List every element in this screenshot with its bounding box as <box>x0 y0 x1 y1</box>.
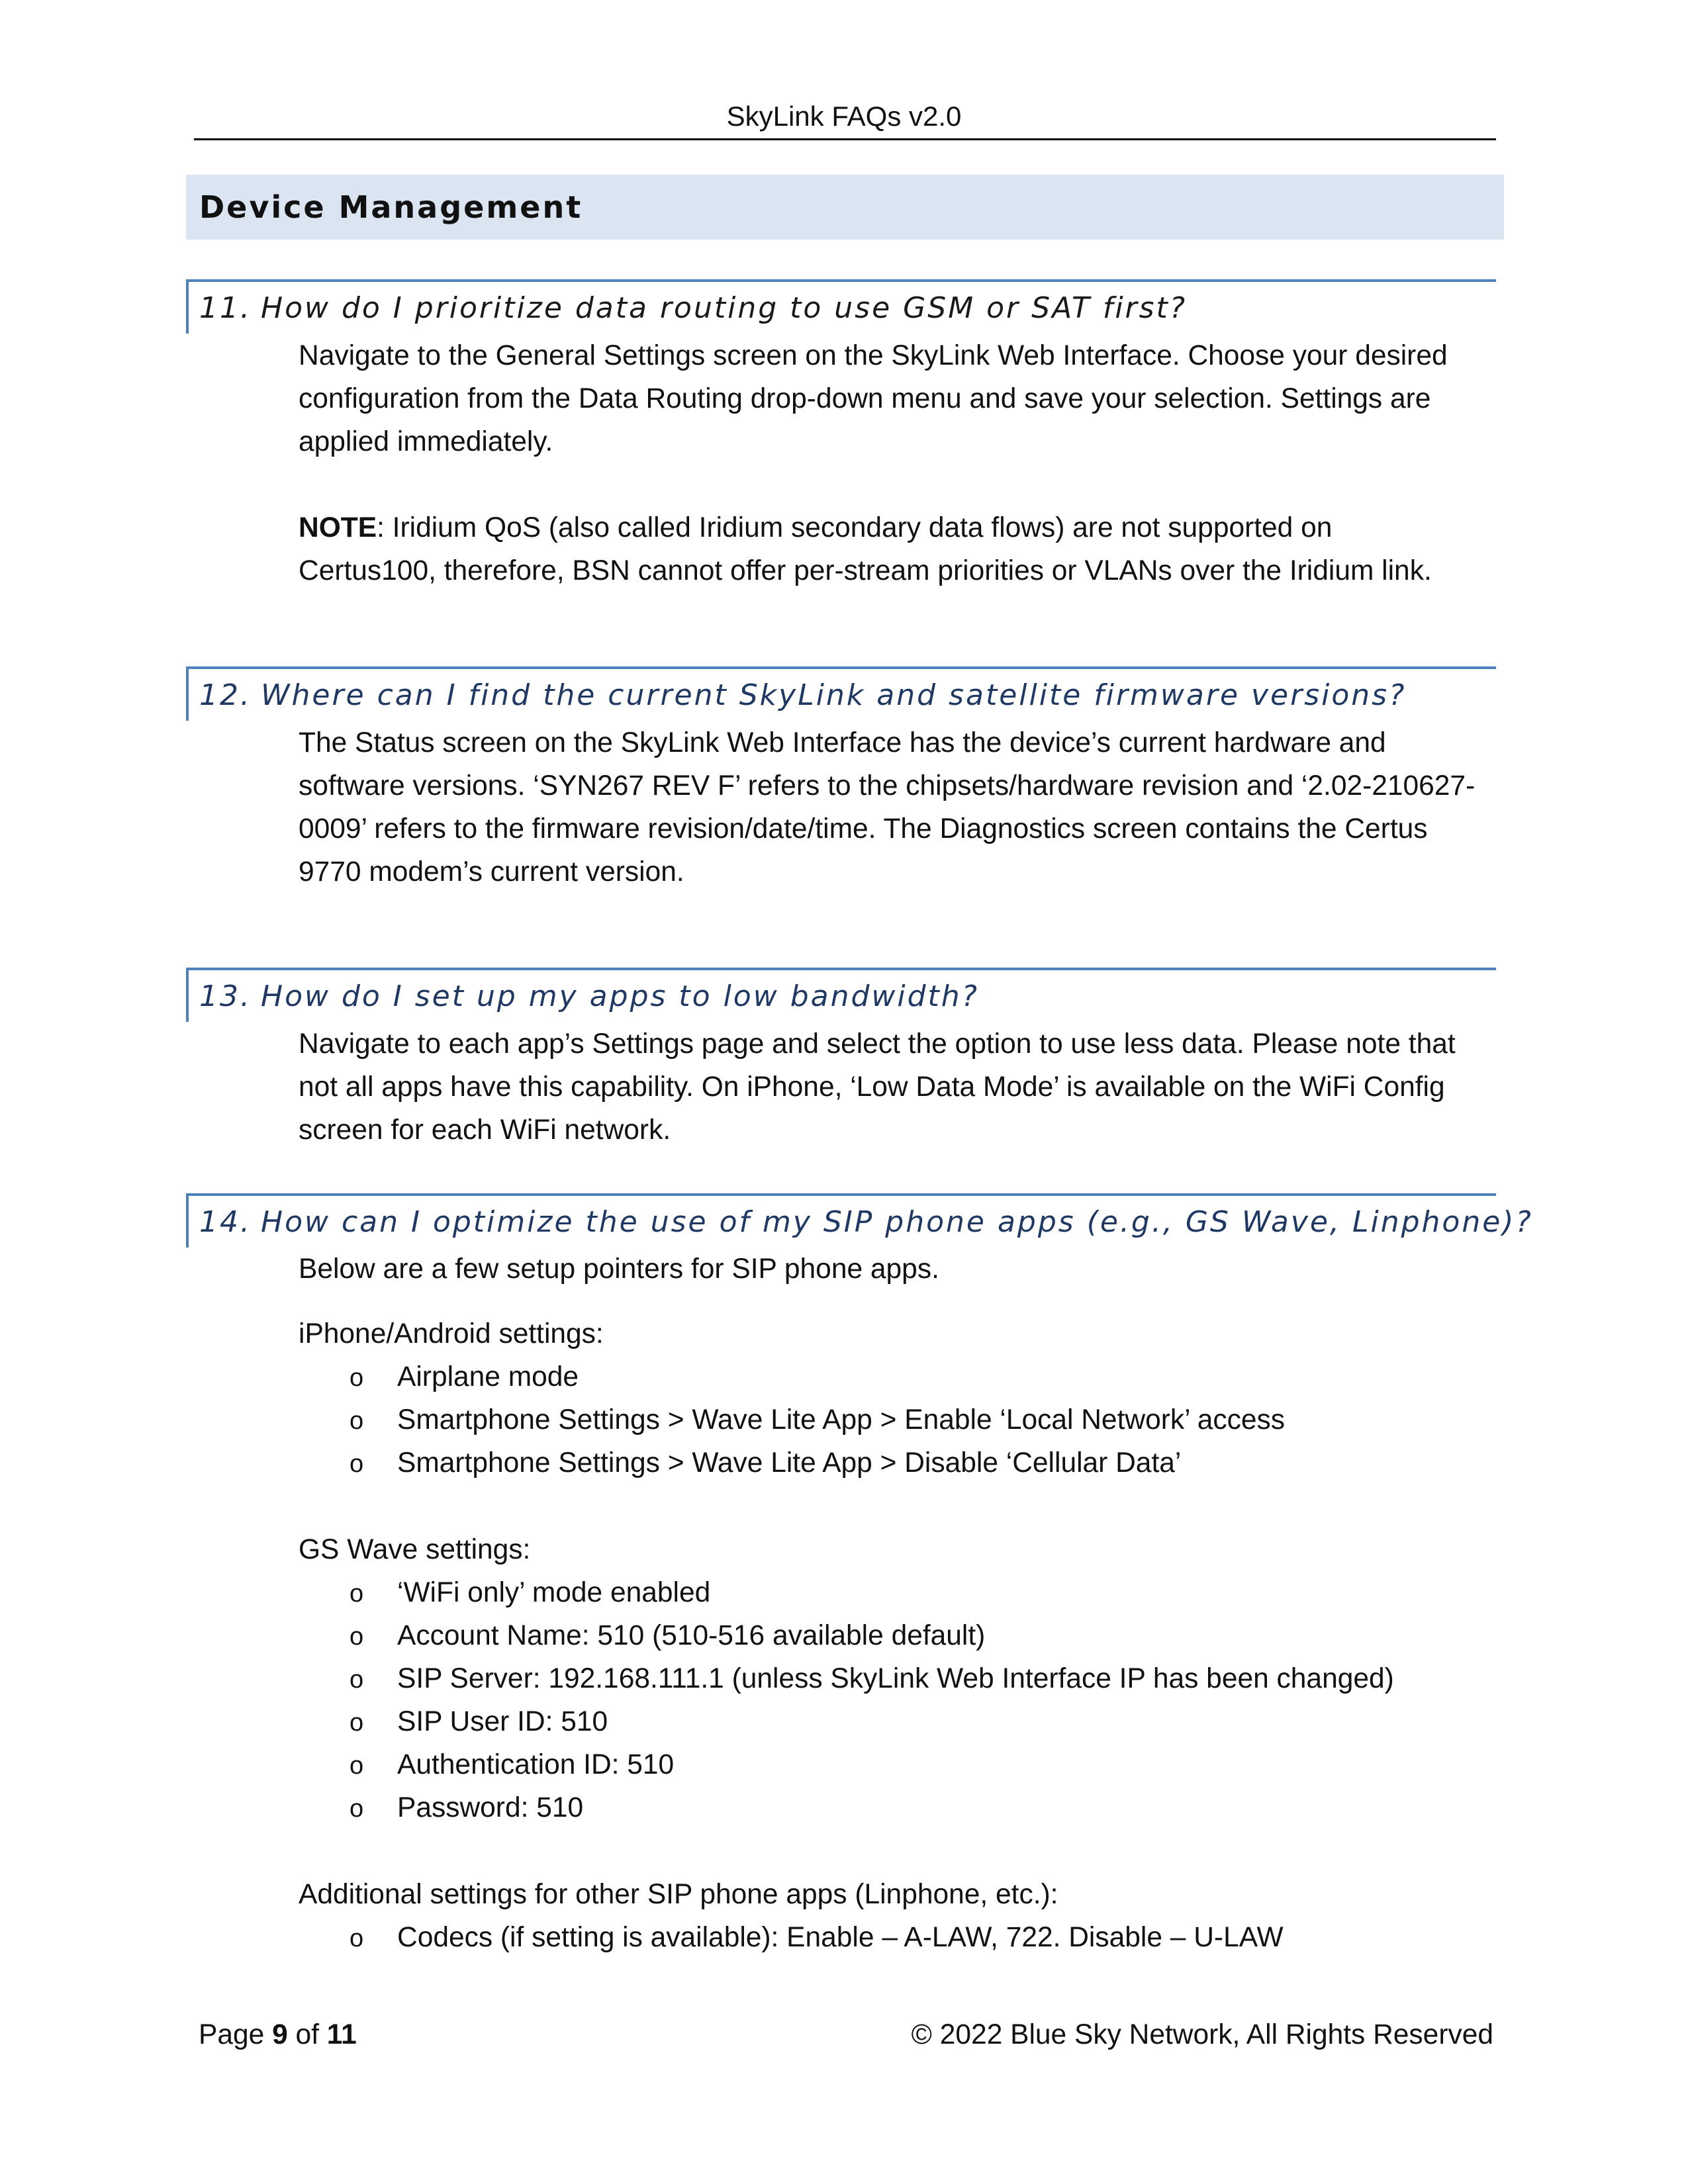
header-rule <box>194 138 1496 140</box>
list-item-text: ‘WiFi only’ mode enabled <box>397 1577 711 1608</box>
note-line: : Iridium QoS (also called Iridium secondary data flows) are not supported on <box>377 512 1333 543</box>
list-item <box>350 1657 1394 1702</box>
section-heading-band <box>186 175 1504 240</box>
answer-line: Navigate to the General Settings screen on the SkyLink Web Interface. Choose your desired <box>299 340 1448 371</box>
answer-line: applied immediately. <box>299 426 553 457</box>
bullet-icon: o <box>350 1407 364 1435</box>
answer-line: not all apps have this capability. On iPhone, ‘Low Data Mode’ is available on the WiFi Config <box>299 1071 1445 1103</box>
question-rule <box>186 666 1496 669</box>
settings-group-heading: iPhone/Android settings: <box>299 1318 604 1349</box>
question-rule-left <box>186 666 189 721</box>
note-11 <box>299 506 1490 592</box>
question-heading <box>199 977 979 1017</box>
answer-line: 9770 modem’s current version. <box>299 856 684 887</box>
list-item <box>350 1916 1284 1960</box>
question-number: 12. <box>199 678 252 712</box>
list-item-text: Smartphone Settings > Wave Lite App > Disable ‘Cellular Data’ <box>397 1447 1182 1479</box>
question-heading <box>199 1203 1533 1242</box>
answer-line: software versions. ‘SYN267 REV F’ refers to the chipsets/hardware revision and ‘2.02-210627- <box>299 770 1476 801</box>
bullet-icon: o <box>350 1925 364 1952</box>
question-text: How do I prioritize data routing to use GSM or SAT first? <box>260 291 1188 325</box>
list-item-text: Authentication ID: 510 <box>397 1749 675 1780</box>
list-item <box>350 1743 674 1788</box>
page-of: of <box>295 2019 319 2050</box>
question-rule-left <box>186 968 189 1022</box>
list-item-text: Smartphone Settings > Wave Lite App > Enable ‘Local Network’ access <box>397 1404 1286 1435</box>
question-rule <box>186 1193 1496 1196</box>
answer-line: Navigate to each app’s Settings page and select the option to use less data. Please note that <box>299 1028 1456 1060</box>
list-item-text: Airplane mode <box>397 1361 579 1392</box>
question-number: 14. <box>199 1205 252 1239</box>
answer-11 <box>299 334 1490 463</box>
list-item-text: SIP Server: 192.168.111.1 (unless SkyLink Web Interface IP has been changed) <box>397 1663 1394 1694</box>
bullet-icon: o <box>350 1666 364 1694</box>
question-text: How do I set up my apps to low bandwidth? <box>260 979 980 1013</box>
list-item <box>350 1355 579 1400</box>
list-item <box>350 1571 710 1615</box>
running-header-title: SkyLink FAQs v2.0 <box>726 101 962 132</box>
question-heading <box>199 289 1187 328</box>
list-item <box>350 1786 583 1831</box>
page-prefix: Page <box>199 2019 265 2050</box>
bullet-icon: o <box>350 1709 364 1737</box>
copyright-notice: © 2022 Blue Sky Network, All Rights Reserved <box>911 2019 1493 2050</box>
question-text: How can I optimize the use of my SIP phone apps (e.g., GS Wave, Linphone)? <box>260 1205 1533 1239</box>
settings-group-heading: Additional settings for other SIP phone apps (Linphone, etc.): <box>299 1879 1058 1910</box>
question-rule <box>186 279 1496 282</box>
bullet-icon: o <box>350 1580 364 1608</box>
question-rule <box>186 968 1496 970</box>
list-item-text: SIP User ID: 510 <box>397 1706 608 1737</box>
page-current: 9 <box>272 2019 288 2050</box>
list-item-text: Codecs (if setting is available): Enable – A-LAW, 722. Disable – U-LAW <box>397 1922 1284 1953</box>
list-item <box>350 1441 1181 1486</box>
bullet-icon: o <box>350 1752 364 1780</box>
list-item <box>350 1398 1285 1443</box>
bullet-icon: o <box>350 1364 364 1392</box>
question-number: 11. <box>199 291 252 325</box>
question-heading <box>199 676 1406 715</box>
page-total: 11 <box>326 2019 357 2050</box>
settings-group-heading: GS Wave settings: <box>299 1534 531 1565</box>
answer-line: configuration from the Data Routing drop-down menu and save your selection. Settings are <box>299 383 1431 414</box>
list-item-text: Account Name: 510 (510-516 available default) <box>397 1620 986 1651</box>
list-item-text: Password: 510 <box>397 1792 584 1823</box>
bullet-icon: o <box>350 1450 364 1478</box>
answer-intro: Below are a few setup pointers for SIP phone apps. <box>299 1253 939 1285</box>
page-number <box>199 2015 357 2055</box>
section-heading: Device Management <box>199 189 583 225</box>
note-line: Certus100, therefore, BSN cannot offer per-stream priorities or VLANs over the Iridium link. <box>299 555 1432 586</box>
question-number: 13. <box>199 979 252 1013</box>
list-item <box>350 1614 985 1659</box>
answer-13 <box>299 1023 1490 1152</box>
answer-line: The Status screen on the SkyLink Web Interface has the device’s current hardware and <box>299 727 1386 758</box>
bullet-icon: o <box>350 1623 364 1651</box>
bullet-icon: o <box>350 1795 364 1823</box>
answer-line: 0009’ refers to the firmware revision/date/time. The Diagnostics screen contains the Certus <box>299 813 1428 844</box>
question-text: Where can I find the current SkyLink and satellite firmware versions? <box>260 678 1407 712</box>
answer-line: screen for each WiFi network. <box>299 1115 671 1146</box>
question-rule-left <box>186 279 189 334</box>
answer-12 <box>299 721 1490 893</box>
list-item <box>350 1700 608 1745</box>
note-label: NOTE <box>299 512 377 543</box>
question-rule-left <box>186 1193 189 1248</box>
